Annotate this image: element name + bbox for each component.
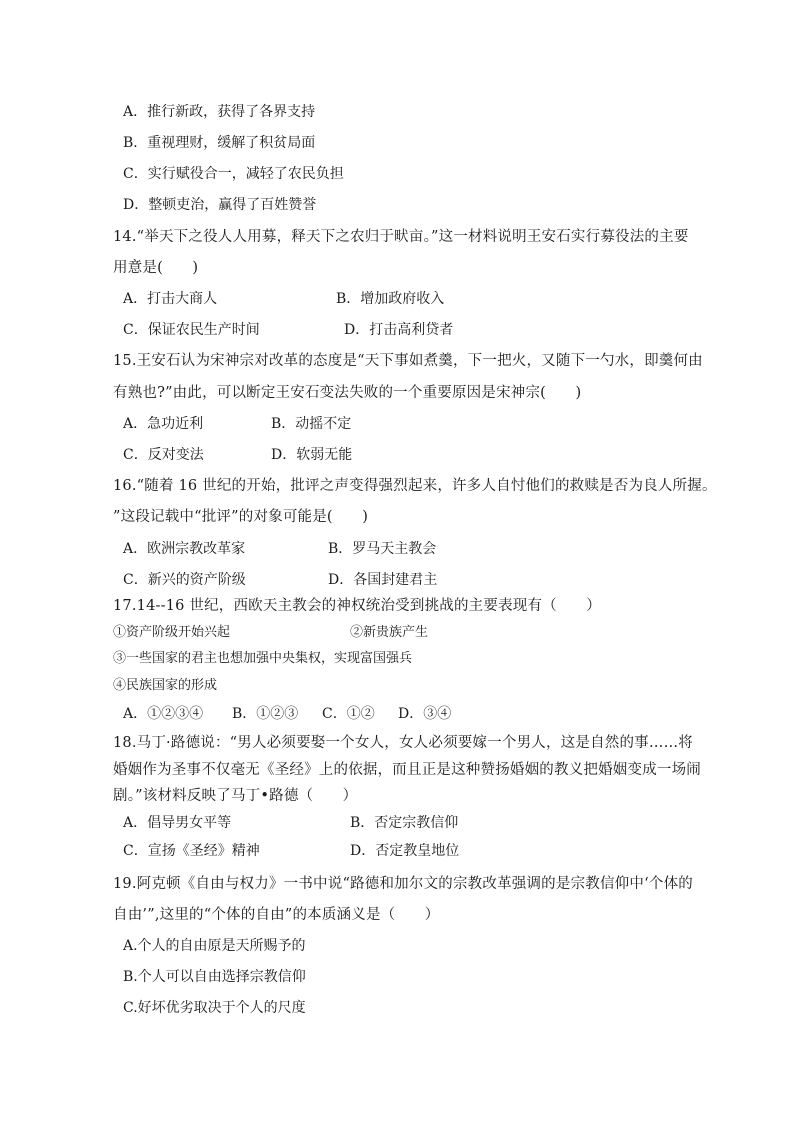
q14-option-c: C．保证农民生产时间 — [123, 322, 260, 338]
q13-option-b: B．重视理财，缓解了积贫局面 — [123, 135, 316, 151]
q18-option-b: B．否定宗教信仰 — [350, 815, 459, 831]
q15-option-b: B．动摇不定 — [271, 416, 352, 432]
q18-option-a: A．倡导男女平等 — [123, 815, 232, 831]
q18-option-d: D．否定教皇地位 — [350, 843, 460, 859]
q19-stem-line1: 19.阿克顿《自由与权力》一书中说“路德和加尔文的宗教改革强调的是宗教信仰中‘个体的 — [113, 876, 693, 892]
q15-option-a: A．急功近利 — [123, 416, 204, 432]
q16-option-c: C．新兴的资产阶级 — [123, 572, 246, 588]
q16-option-b: B．罗马天主教会 — [328, 541, 437, 557]
q18-option-c: C．宣扬《圣经》精神 — [123, 843, 260, 859]
q14-stem-line2: 用意是( ) — [113, 260, 199, 276]
q15-stem-line1: 15.王安石认为宋神宗对改革的态度是“天下事如煮羹，下一把火，又随下一勺水，即羹何由 — [113, 353, 703, 369]
q14-stem-line1: 14.“举天下之役人人用募，释天下之农归于畎亩。”这一材料说明王安石实行募役法的主要 — [113, 229, 689, 245]
q17-option-c: C．①② — [322, 706, 375, 722]
q19-stem-line2: 自由’”,这里的“个体的自由”的本质涵义是（ ） — [113, 907, 440, 923]
q17-item-3: ③一些国家的君主也想加强中央集权，实现富国强兵 — [113, 651, 413, 666]
q17-item-4: ④民族国家的形成 — [113, 678, 218, 693]
q14-option-b: B．增加政府收入 — [336, 291, 445, 307]
q17-option-d: D．③④ — [398, 706, 452, 722]
q17-option-a: A．①②③④ — [123, 706, 204, 722]
q15-stem-line2: 有熟也?”由此，可以断定王安石变法失败的一个重要原因是宋神宗( ) — [113, 385, 582, 401]
q13-option-c: C．实行赋役合一，减轻了农民负担 — [123, 166, 344, 182]
q16-option-a: A．欧洲宗教改革家 — [123, 541, 246, 557]
q16-stem-line1: 16.“随着 16 世纪的开始，批评之声变得强烈起来，许多人自忖他们的救赎是否为良人所握。 — [113, 478, 717, 494]
q17-item-1: ①资产阶级开始兴起 — [113, 625, 231, 640]
q13-option-a: A．推行新政，获得了各界支持 — [123, 104, 316, 120]
q19-option-c: C.好坏优劣取决于个人的尺度 — [123, 1000, 306, 1016]
q18-stem-line3: 剧。”该材料反映了马丁•路德（ ） — [113, 788, 358, 804]
q19-option-a: A.个人的自由原是天所赐予的 — [123, 938, 306, 954]
q16-stem-line2: ”这段记载中“批评”的对象可能是( ) — [113, 509, 369, 525]
q15-option-d: D．软弱无能 — [271, 447, 353, 463]
q18-stem-line2: 婚姻作为圣事不仅毫无《圣经》上的依据，而且正是这种赞扬婚姻的教义把婚姻变成一场闹 — [113, 762, 701, 778]
q19-option-b: B.个人可以自由选择宗教信仰 — [123, 969, 306, 985]
q17-option-b: B．①②③ — [232, 706, 299, 722]
q15-option-c: C．反对变法 — [123, 447, 204, 463]
q17-item-2: ②新贵族产生 — [350, 625, 429, 640]
q14-option-d: D．打击高利贷者 — [344, 322, 454, 338]
q17-stem: 17.14--16 世纪，西欧天主教会的神权统治受到挑战的主要表现有（ ） — [113, 598, 601, 614]
q13-option-d: D．整顿吏治，赢得了百姓赞誉 — [123, 197, 317, 213]
q16-option-d: D．各国封建君主 — [328, 572, 438, 588]
q14-option-a: A．打击大商人 — [123, 291, 218, 307]
q18-stem-line1: 18.马丁·路德说：“男人必须要娶一个女人，女人必须要嫁一个男人，这是自然的事……将 — [113, 735, 693, 751]
